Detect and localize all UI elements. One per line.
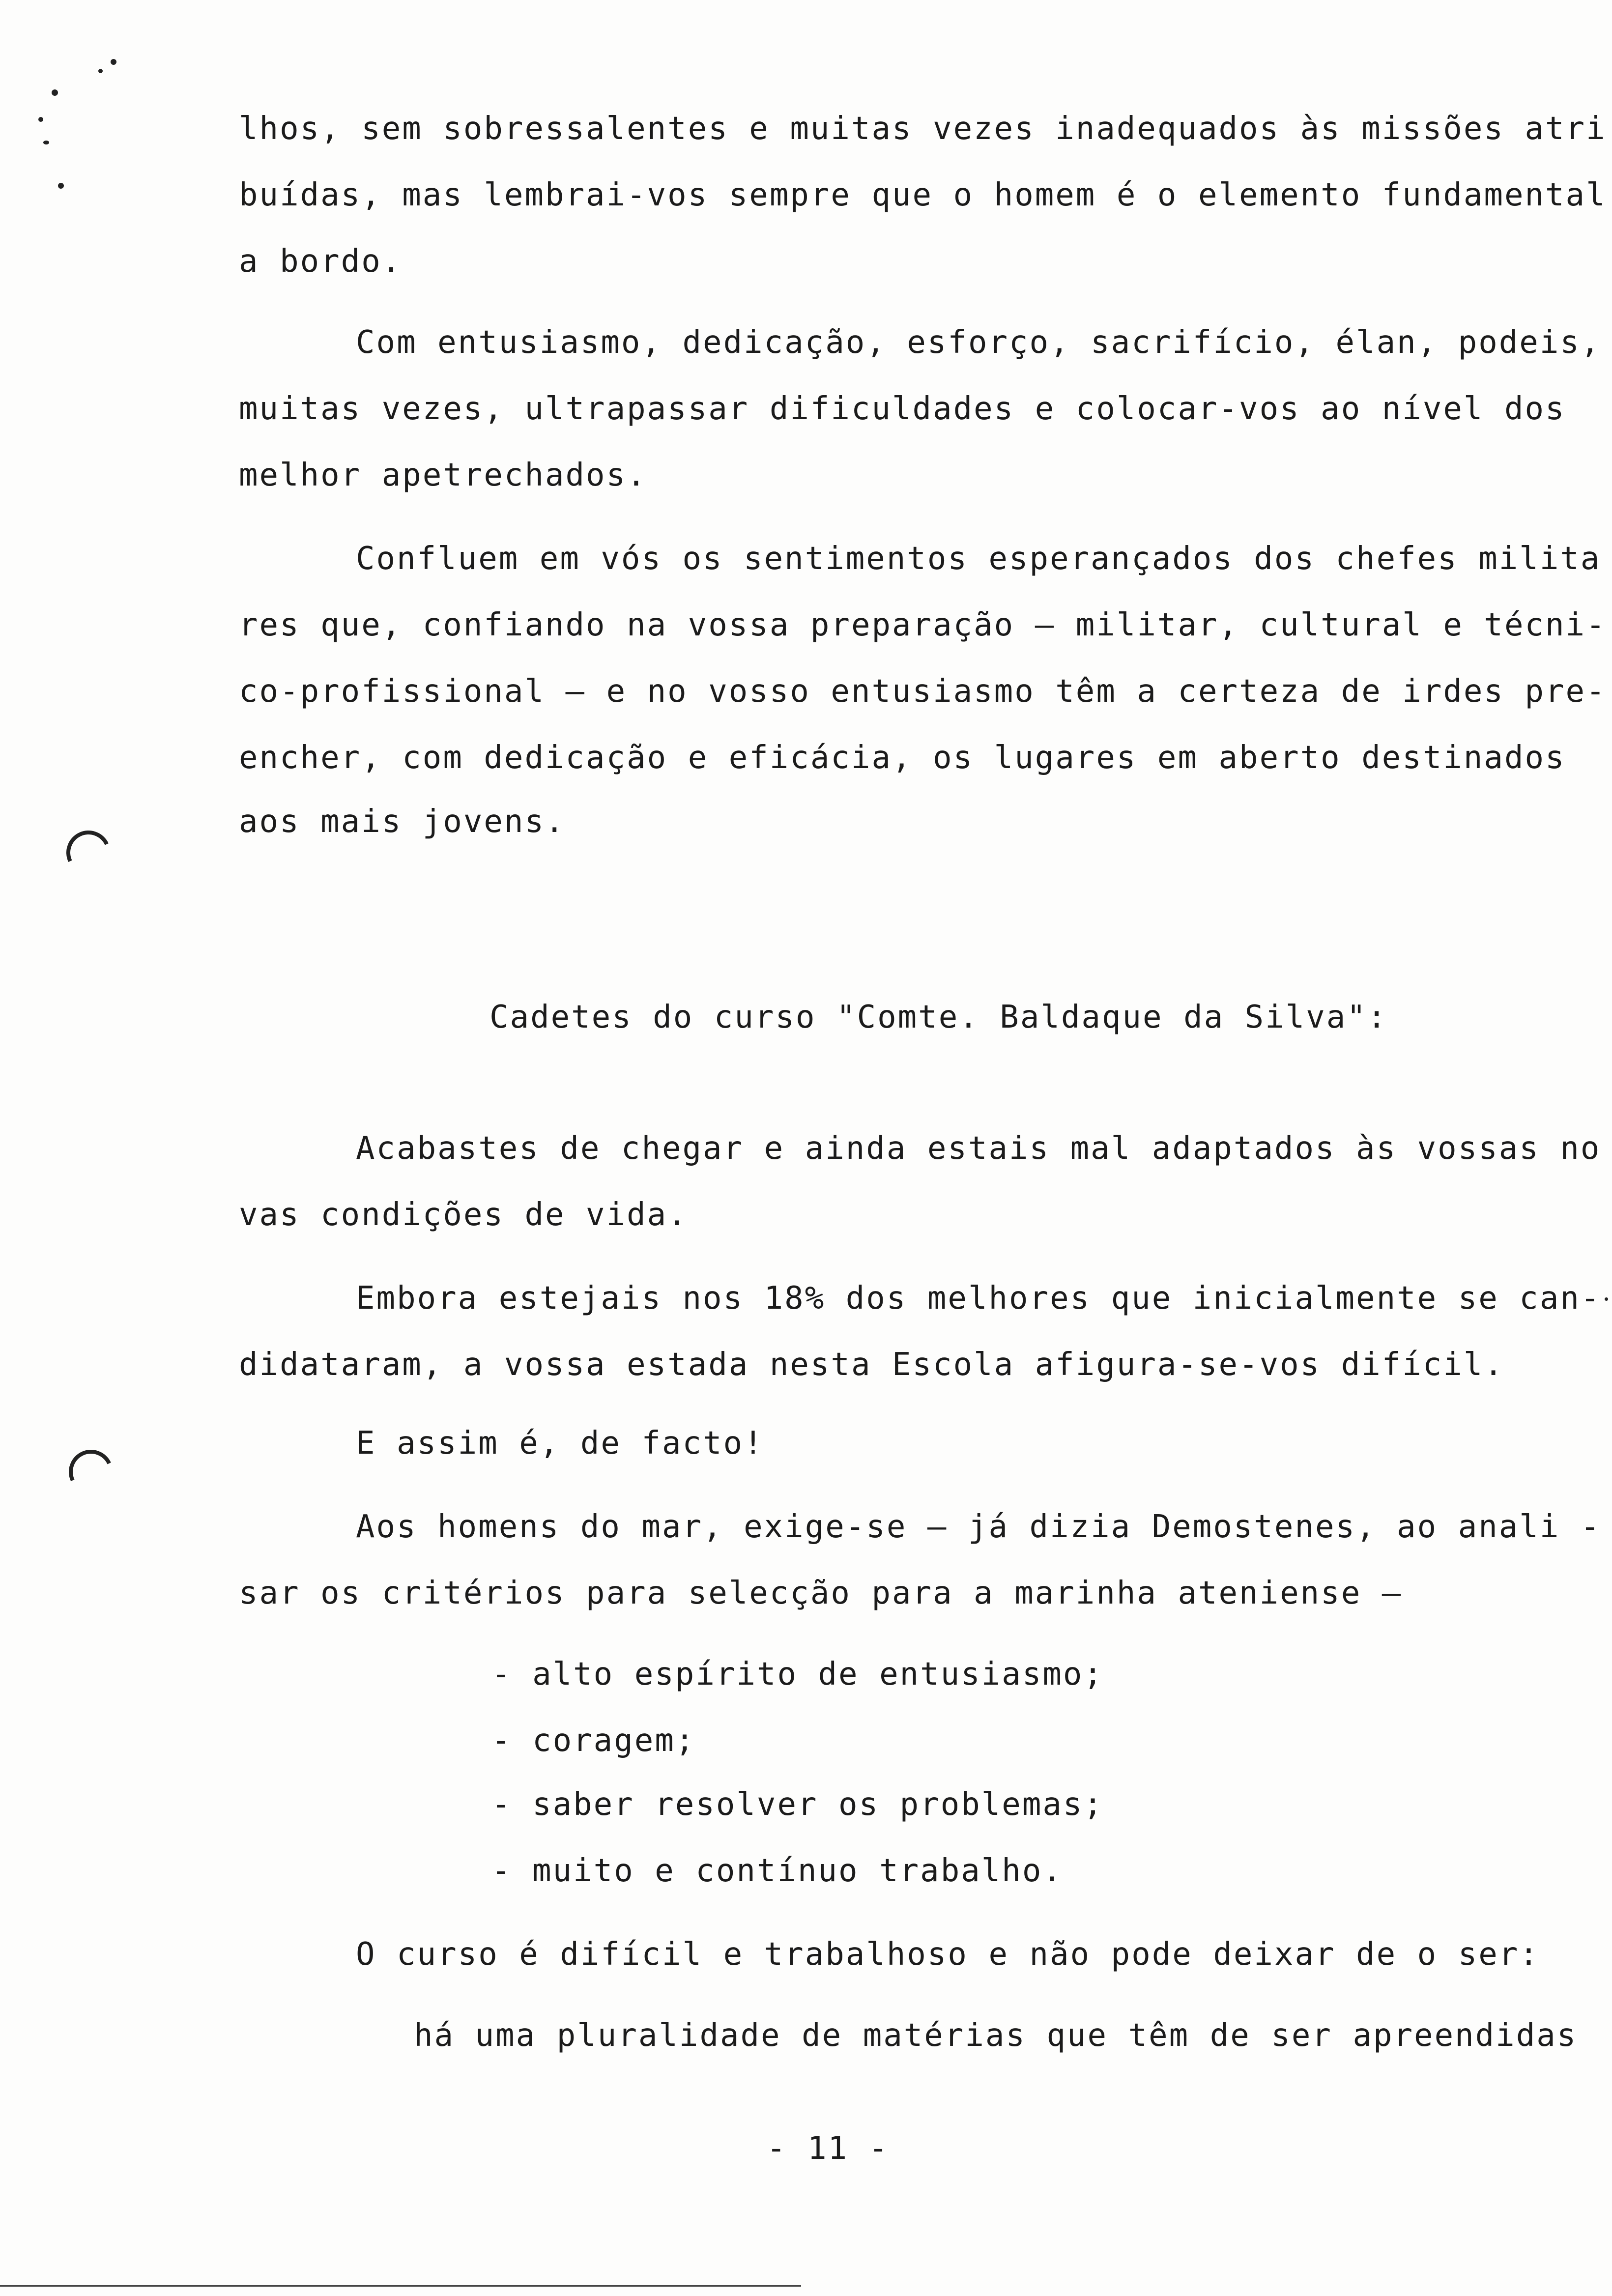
text-line: co-profissional — e no vosso entusiasmo têm a certeza de irdes pre- <box>239 673 1607 710</box>
scan-speck <box>52 89 58 96</box>
section-heading: Cadetes do curso "Comte. Baldaque da Silva": <box>489 999 1388 1035</box>
text-line: Com entusiasmo, dedicação, esforço, sacrifício, élan, podeis, <box>356 324 1601 361</box>
text-line: Acabastes de chegar e ainda estais mal adaptados às vossas no <box>356 1130 1601 1167</box>
text-line: aos mais jovens. <box>239 804 566 840</box>
scan-speck <box>111 59 116 65</box>
page-number: - 11 - <box>767 2130 890 2167</box>
scan-speck <box>98 69 103 73</box>
scan-speck <box>38 117 43 122</box>
text-line: Aos homens do mar, exige-se — já dizia Demostenes, ao anali - <box>356 1509 1601 1545</box>
text-line: a bordo. <box>239 243 403 280</box>
text-line: muitas vezes, ultrapassar dificuldades e colocar-vos ao nível dos <box>239 391 1566 427</box>
text-line: há uma pluralidade de matérias que têm de ser apreendidas <box>414 2017 1578 2054</box>
hole-punch-mark <box>62 1443 119 1500</box>
text-line: Embora estejais nos 18% dos melhores que inicialmente se can- <box>356 1280 1601 1317</box>
text-line: sar os critérios para selecção para a marinha ateniense — <box>239 1575 1403 1611</box>
text-line: lhos, sem sobressalentes e muitas vezes inadequados às missões atri <box>239 111 1607 147</box>
list-item: - saber resolver os problemas; <box>491 1786 1104 1823</box>
list-item: - alto espírito de entusiasmo; <box>491 1656 1104 1693</box>
hole-punch-mark <box>60 824 116 881</box>
scan-speck <box>43 141 49 144</box>
bottom-edge-line <box>0 2285 801 2287</box>
scan-speck <box>58 183 64 189</box>
list-item: - muito e contínuo trabalho. <box>491 1853 1063 1889</box>
text-line: E assim é, de facto! <box>356 1425 764 1462</box>
text-line: buídas, mas lembrai-vos sempre que o homem é o elemento fundamental <box>239 177 1607 213</box>
text-line: O curso é difícil e trabalhoso e não pode deixar de o ser: <box>356 1936 1540 1973</box>
text-line: encher, com dedicação e eficácia, os lugares em aberto destinados <box>239 740 1566 776</box>
list-item: - coragem; <box>491 1722 696 1759</box>
text-line: res que, confiando na vossa preparação — militar, cultural e técni- <box>239 607 1607 643</box>
scan-speck <box>1605 1297 1608 1301</box>
text-line: melhor apetrechados. <box>239 457 647 493</box>
text-line: didataram, a vossa estada nesta Escola afigura-se-vos difícil. <box>239 1347 1504 1383</box>
text-line: vas condições de vida. <box>239 1197 688 1233</box>
text-line: Confluem em vós os sentimentos esperançados dos chefes milita <box>356 541 1601 577</box>
